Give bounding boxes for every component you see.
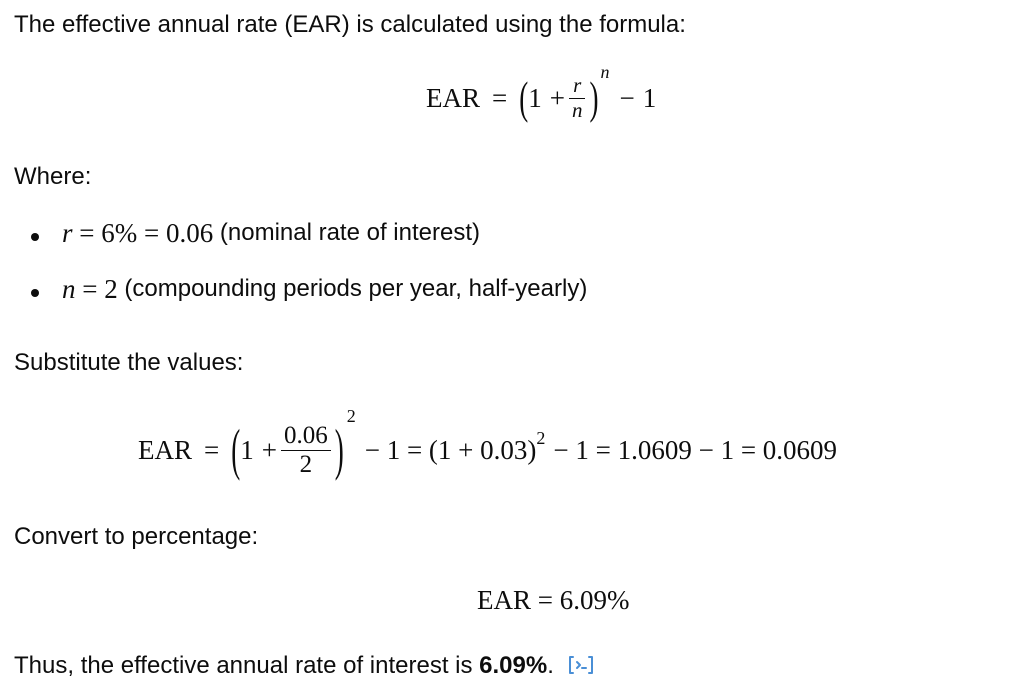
sub-equals: = — [204, 434, 220, 465]
sub-rest2: − 1 = 1.0609 − 1 = 0.0609 — [553, 434, 838, 465]
code-interpreter-icon[interactable] — [567, 654, 595, 676]
sub-numerator: 0.06 — [283, 422, 328, 449]
formula-plus: + — [549, 82, 565, 113]
sub-rest: − 1 = (1 + 0.03) — [364, 434, 537, 465]
formula-lhs: EAR — [426, 82, 480, 113]
bullet-r — [62, 218, 480, 248]
sub-exponent: 2 — [346, 405, 356, 426]
bullet-r-desc: (nominal rate of interest) — [213, 219, 480, 246]
conclusion-suffix: . — [547, 652, 554, 679]
formula-fraction — [569, 74, 586, 121]
bullet-dot — [31, 289, 39, 297]
sub-fraction — [281, 422, 331, 478]
sub-rest-exponent: 2 — [536, 427, 546, 448]
bullet-n-desc: (compounding periods per year, half-yearly) — [117, 275, 588, 302]
result-text: EAR = 6.09% — [477, 584, 630, 615]
sub-plus: + — [261, 434, 277, 465]
intro-text: The effective annual rate (EAR) is calculated using the formula: — [14, 11, 686, 38]
formula-one: 1 — [528, 82, 542, 113]
conclusion — [14, 651, 595, 681]
convert-label: Convert to percentage: — [14, 523, 259, 550]
bullet-n-var: n — [62, 274, 76, 304]
result-equation — [477, 582, 629, 618]
sub-right-paren: ) — [334, 417, 344, 481]
ear-formula — [426, 62, 656, 134]
formula-left-paren: ( — [519, 71, 529, 123]
bullet-n — [62, 274, 587, 304]
formula-equals: = — [492, 82, 508, 113]
conclusion-prefix: Thus, the effective annual rate of interest is — [14, 652, 480, 679]
formula-numerator: r — [573, 73, 582, 98]
sub-one: 1 — [240, 434, 254, 465]
substitution-equation — [138, 405, 838, 490]
formula-exponent: n — [600, 61, 610, 82]
formula-right-paren: ) — [589, 71, 599, 123]
bullet-r-expr: = 6% = 0.06 — [72, 218, 214, 248]
formula-tail: 1 — [642, 82, 657, 113]
sub-denominator: 2 — [299, 450, 313, 478]
substitute-label: Substitute the values: — [14, 349, 244, 376]
formula-minus: − — [619, 82, 635, 113]
sub-left-paren: ( — [231, 417, 241, 481]
sub-lhs: EAR — [138, 434, 192, 465]
conclusion-value: 6.09% — [479, 652, 548, 679]
formula-denominator: n — [571, 97, 583, 122]
bullet-n-expr: = 2 — [75, 274, 118, 304]
bullet-r-var: r — [62, 218, 73, 248]
where-label: Where: — [14, 163, 92, 190]
bullet-dot — [31, 233, 39, 241]
